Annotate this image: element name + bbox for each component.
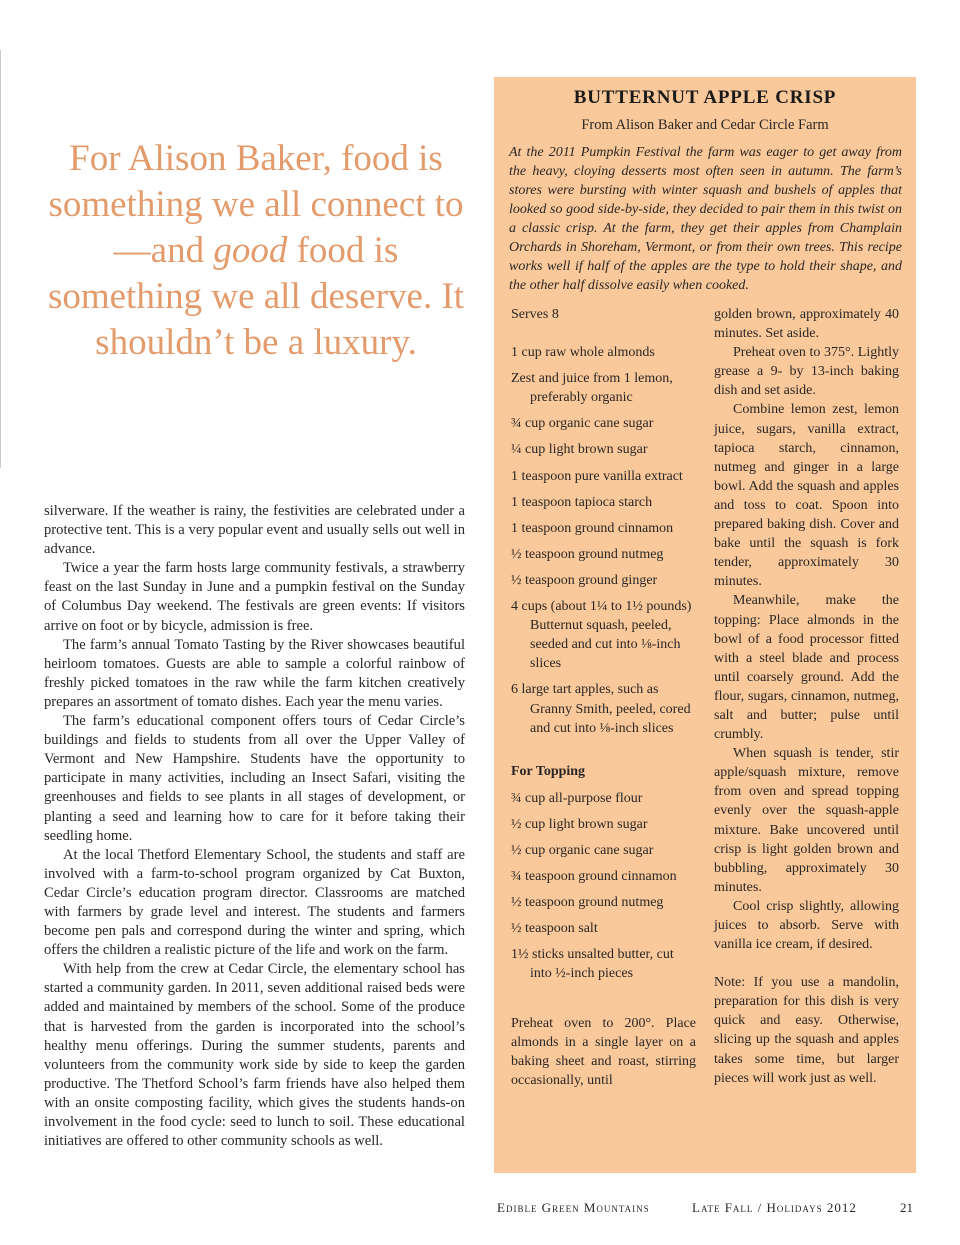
recipe-step: When squash is tender, stir apple/squash mixture, remove from oven and spread topping evenly over the squash-apple mixture. Bake uncovered until crisp is light golden brown and bubbling, approximately 30 minutes. [714, 746, 899, 895]
recipe-source: From Alison Baker and Cedar Circle Farm [581, 117, 829, 133]
recipe-step: Cool crisp slightly, allowing juices to absorb. Serve with vanilla ice cream, if desired. [714, 898, 899, 953]
recipe-step: golden brown, approximately 40 minutes. Set aside. [714, 307, 899, 342]
recipe-title: BUTTERNUT APPLE CRISP [573, 87, 837, 108]
pull-quote-emphasis: good [213, 230, 288, 271]
recipe-step: Meanwhile, make the topping: Place almonds in the bowl of a food processor fitted with a steel blade and process until coarsely ground. Add the flour, sugars, cinnamon, nutmeg, salt and butter; pulse until crumbly. [714, 593, 899, 743]
pull-quote-part-1: For Alison Baker, food is something we all connect to—and [48, 138, 464, 271]
article-paragraph: The farm’s educational component offers tours of Cedar Circle’s buildings and fields to students from all over the Upper Valley of Vermont and New Hampshire. Students have the opportunity to participate in many activities, including an Insect Safari, visiting the greenhouses and fields to see plants in all stages of development, or planting a seed and learning how to care for it before taking their seedling home. [44, 713, 465, 844]
recipe-serves: Serves 8 [511, 307, 559, 322]
ingredient-item: Zest and juice from 1 lemon, preferably organic [511, 371, 673, 406]
article-paragraph: At the local Thetford Elementary School, the students and staff are involved with a farm-to-school program organized by Cat Buxton, Cedar Circle’s education program director. Classrooms are matched with farmers by grade level and interest. The students and farmers become pen pals and correspond during the winter and spring, which offers the children a realistic picture of the life and work on the farm. [44, 846, 465, 959]
pull-quote-part-2: food is something we all deserve. It shouldn’t be a luxury. [47, 230, 465, 363]
recipe-intro: At the 2011 Pumpkin Festival the farm was eager to get away from the heavy, cloying desserts most often seen in autumn. The farm’s stores were bursting with winter squash and bushels of apples that looked so good side-by-side, they decided to pair them in this twist on a classic crisp. At the farm, they get their apples from Champlain Orchards in Shoreham, Vermont, or from their own trees. This recipe works well if half of the apples are the type to hold their shape, and the other half dissolve easily when cooked. [509, 145, 902, 293]
article-paragraph: The farm’s annual Tomato Tasting by the River showcases beautiful heirloom tomatoes. Guests are able to sample a colorful rainbow of freshly picked tomatoes in the raw while the farm kitchen creatively prepares an assortment of tomato dishes. Each year the menu varies. [44, 636, 465, 710]
topping-ingredient-item: ½ teaspoon salt [511, 921, 598, 937]
topping-ingredient-item: ½ cup light brown sugar [511, 816, 648, 832]
pull-quote [40, 136, 472, 366]
article-paragraph: silverware. If the weather is rainy, the festivities are celebrated under a protective tent. This is a very popular event and usually sells out well in advance. [44, 503, 465, 558]
article-body [44, 502, 465, 1151]
ingredient-item: 4 cups (about 1¼ to 1½ pounds) Butternut squash, peeled, seeded and cut into ⅛-inch slices [511, 599, 692, 672]
ingredient-item: 1 teaspoon pure vanilla extract [511, 468, 683, 484]
footer-issue: Late Fall / Holidays 2012 [692, 1200, 857, 1215]
topping-ingredient-item: ½ teaspoon ground nutmeg [511, 895, 664, 911]
topping-ingredient-item: ½ cup organic cane sugar [511, 842, 654, 858]
ingredient-item: ¼ cup light brown sugar [511, 442, 648, 458]
topping-heading: For Topping [511, 763, 586, 779]
ingredient-item: ½ teaspoon ground nutmeg [511, 546, 664, 562]
ingredient-item: ¾ cup organic cane sugar [511, 416, 654, 432]
recipe-step: Combine lemon zest, lemon juice, sugars, vanilla extract, tapioca starch, cinnamon, nutmeg and ginger in a large bowl. Add the squash and apples and toss to coat. Spoon into prepared baking dish. Cover and bake until the squash is fork tender, approximately 30 minutes. [714, 402, 899, 590]
ingredient-item: 1 teaspoon ground cinnamon [511, 520, 674, 536]
left-margin-rule [0, 50, 1, 468]
ingredient-item: ½ teaspoon ground ginger [511, 572, 658, 588]
article-paragraph: Twice a year the farm hosts large community festivals, a strawberry feast on the last Sunday in June and a pumpkin festival on the Sunday of Columbus Day weekend. The festivals are green events: If visitors arrive on foot or by bicycle, admission is free. [44, 560, 465, 634]
recipe-note: Note: If you use a mandolin, preparation for this dish is very quick and easy. Otherwise, slicing up the squash and apples takes some time, but larger pieces will work just as well. [714, 975, 899, 1086]
recipe-directions-column [714, 305, 899, 1088]
ingredient-item: 1 cup raw whole almonds [511, 345, 655, 361]
page-number: 21 [900, 1200, 913, 1215]
recipe-ingredients-column [511, 305, 696, 1090]
ingredient-item: 6 large tart apples, such as Granny Smith, peeled, cored and cut into ⅛-inch slices [511, 682, 691, 736]
footer-magazine-name: Edible Green Mountains [497, 1200, 650, 1215]
recipe-step: Preheat oven to 375°. Lightly grease a 9- by 13-inch baking dish and set aside. [714, 345, 899, 399]
ingredient-item: 1 teaspoon tapioca starch [511, 494, 653, 510]
recipe-sidebar [494, 77, 916, 1173]
topping-ingredient-item: 1½ sticks unsalted butter, cut into ½-inch pieces [511, 947, 674, 982]
recipe-step-preheat: Preheat oven to 200°. Place almonds in a single layer on a baking sheet and roast, stirring occasionally, until [511, 1015, 696, 1088]
topping-ingredient-item: ¾ cup all-purpose flour [511, 790, 643, 806]
topping-ingredient-item: ¾ teaspoon ground cinnamon [511, 869, 677, 885]
article-paragraph: With help from the crew at Cedar Circle, the elementary school has started a community garden. In 2011, seven additional raised beds were added and maintained by members of the school. Some of the produce that is harvested from the garden is incorporated into the school’s healthy menu offerings. During the summer students, parents and volunteers from the community work side by side to keep the garden productive. The Thetford School’s farm friends have also helped them with an onsite composting facility, which gives the students hands-on involvement in the food cycle: seed to lunch to soil. These educational initiatives are offered to other community schools as well. [44, 961, 465, 1150]
